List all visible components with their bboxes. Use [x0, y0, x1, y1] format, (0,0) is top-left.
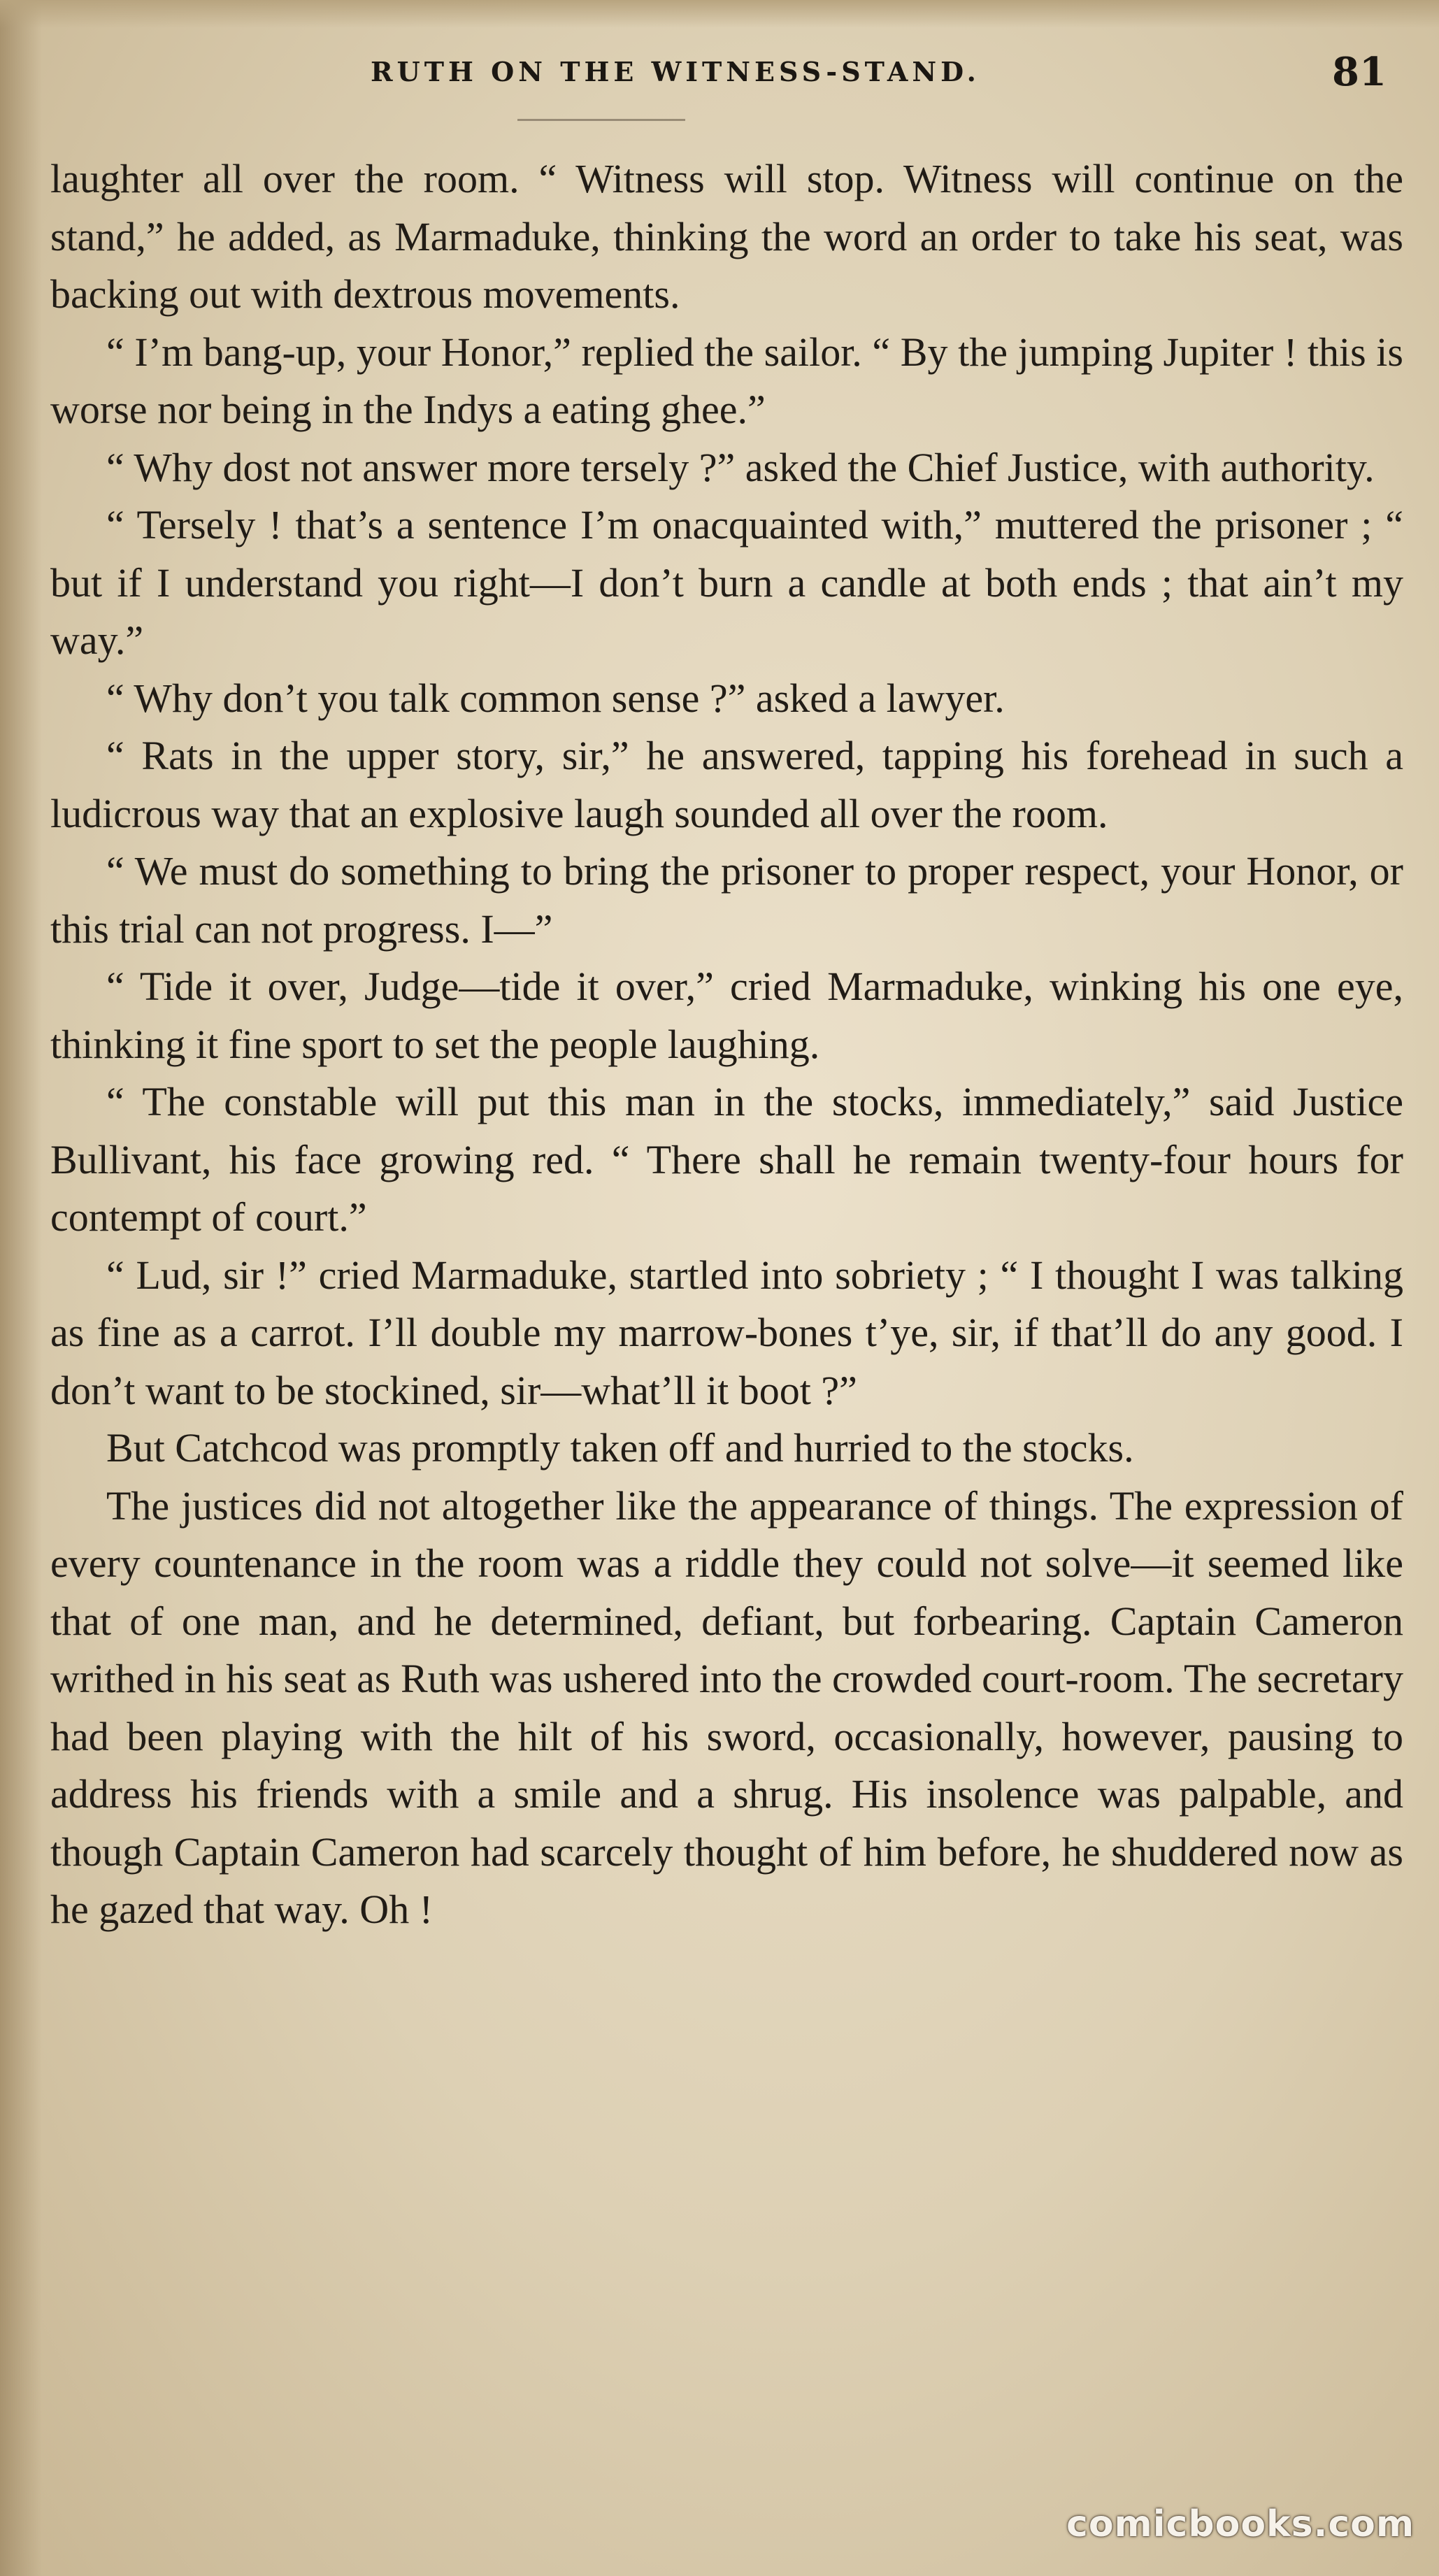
paragraph: “ Tersely ! that’s a sentence I’m onacquainted with,” muttered the prisoner ; “ but if I understand you right—I don’t burn a candle at both ends ; that ain’t my way.”: [50, 502, 1403, 663]
paragraph: “ Why don’t you talk common sense ?” asked a lawyer.: [106, 675, 1005, 721]
page-edge-shadow: [0, 0, 42, 2576]
running-header: [0, 49, 1439, 98]
paragraph: “ Rats in the upper story, sir,” he answered, tapping his forehead in such a ludicrous way that an explosive laugh sounded all over the room.: [50, 733, 1403, 836]
page-top-shadow: [0, 0, 1439, 28]
paragraph: “ Tide it over, Judge—tide it over,” cried Marmaduke, winking his one eye, thinking it fine sport to set the people laughing.: [50, 964, 1403, 1067]
paragraph: “ We must do something to bring the prisoner to proper respect, your Honor, or this trial can not progress. I—”: [50, 848, 1403, 952]
paragraph: The justices did not altogether like the appearance of things. The expression of every countenance in the room was a riddle they could not solve—it seemed like that of one man, and he determined, defiant, but forbearing. Captain Cameron writhed in his seat as Ruth was ushered into the crowded court-room. The secretary had been playing with the hilt of his sword, occasionally, however, pausing to address his friends with a smile and a shrug. His insolence was palpable, and though Captain Cameron had scarcely thought of him before, he shuddered now as he gazed that way. Oh !: [50, 1482, 1403, 1932]
header-rule: [517, 119, 685, 121]
paragraph: “ The constable will put this man in the stocks, immediately,” said Justice Bullivant, his face growing red. “ There shall he remain twenty-four hours for contempt of court.”: [50, 1079, 1403, 1240]
paragraph: “ Lud, sir !” cried Marmaduke, startled into sobriety ; “ I thought I was talking as fine as a carrot. I’ll double my marrow-bones t’ye, sir, if that’ll do any good. I don’t want to be stockined, sir—what’ll it boot ?”: [50, 1252, 1403, 1413]
body-text: [50, 150, 1403, 1939]
paragraph: But Catchcod was promptly taken off and hurried to the stocks.: [106, 1425, 1134, 1471]
page-number: 81: [1332, 49, 1387, 95]
paragraph: “ Why dost not answer more tersely ?” asked the Chief Justice, with authority.: [106, 444, 1375, 490]
running-title: RUTH ON THE WITNESS-STAND.: [371, 56, 980, 87]
paragraph: laughter all over the room. “ Witness will stop. Witness will continue on the stand,” he added, as Marmaduke, thinking the word an order to take his seat, was backing out with dextrous movements.: [50, 156, 1403, 317]
paragraph: “ I’m bang-up, your Honor,” replied the sailor. “ By the jumping Jupiter ! this is worse nor being in the Indys a eating ghee.”: [50, 329, 1403, 432]
watermark: comicbooks.com: [1066, 2503, 1415, 2545]
